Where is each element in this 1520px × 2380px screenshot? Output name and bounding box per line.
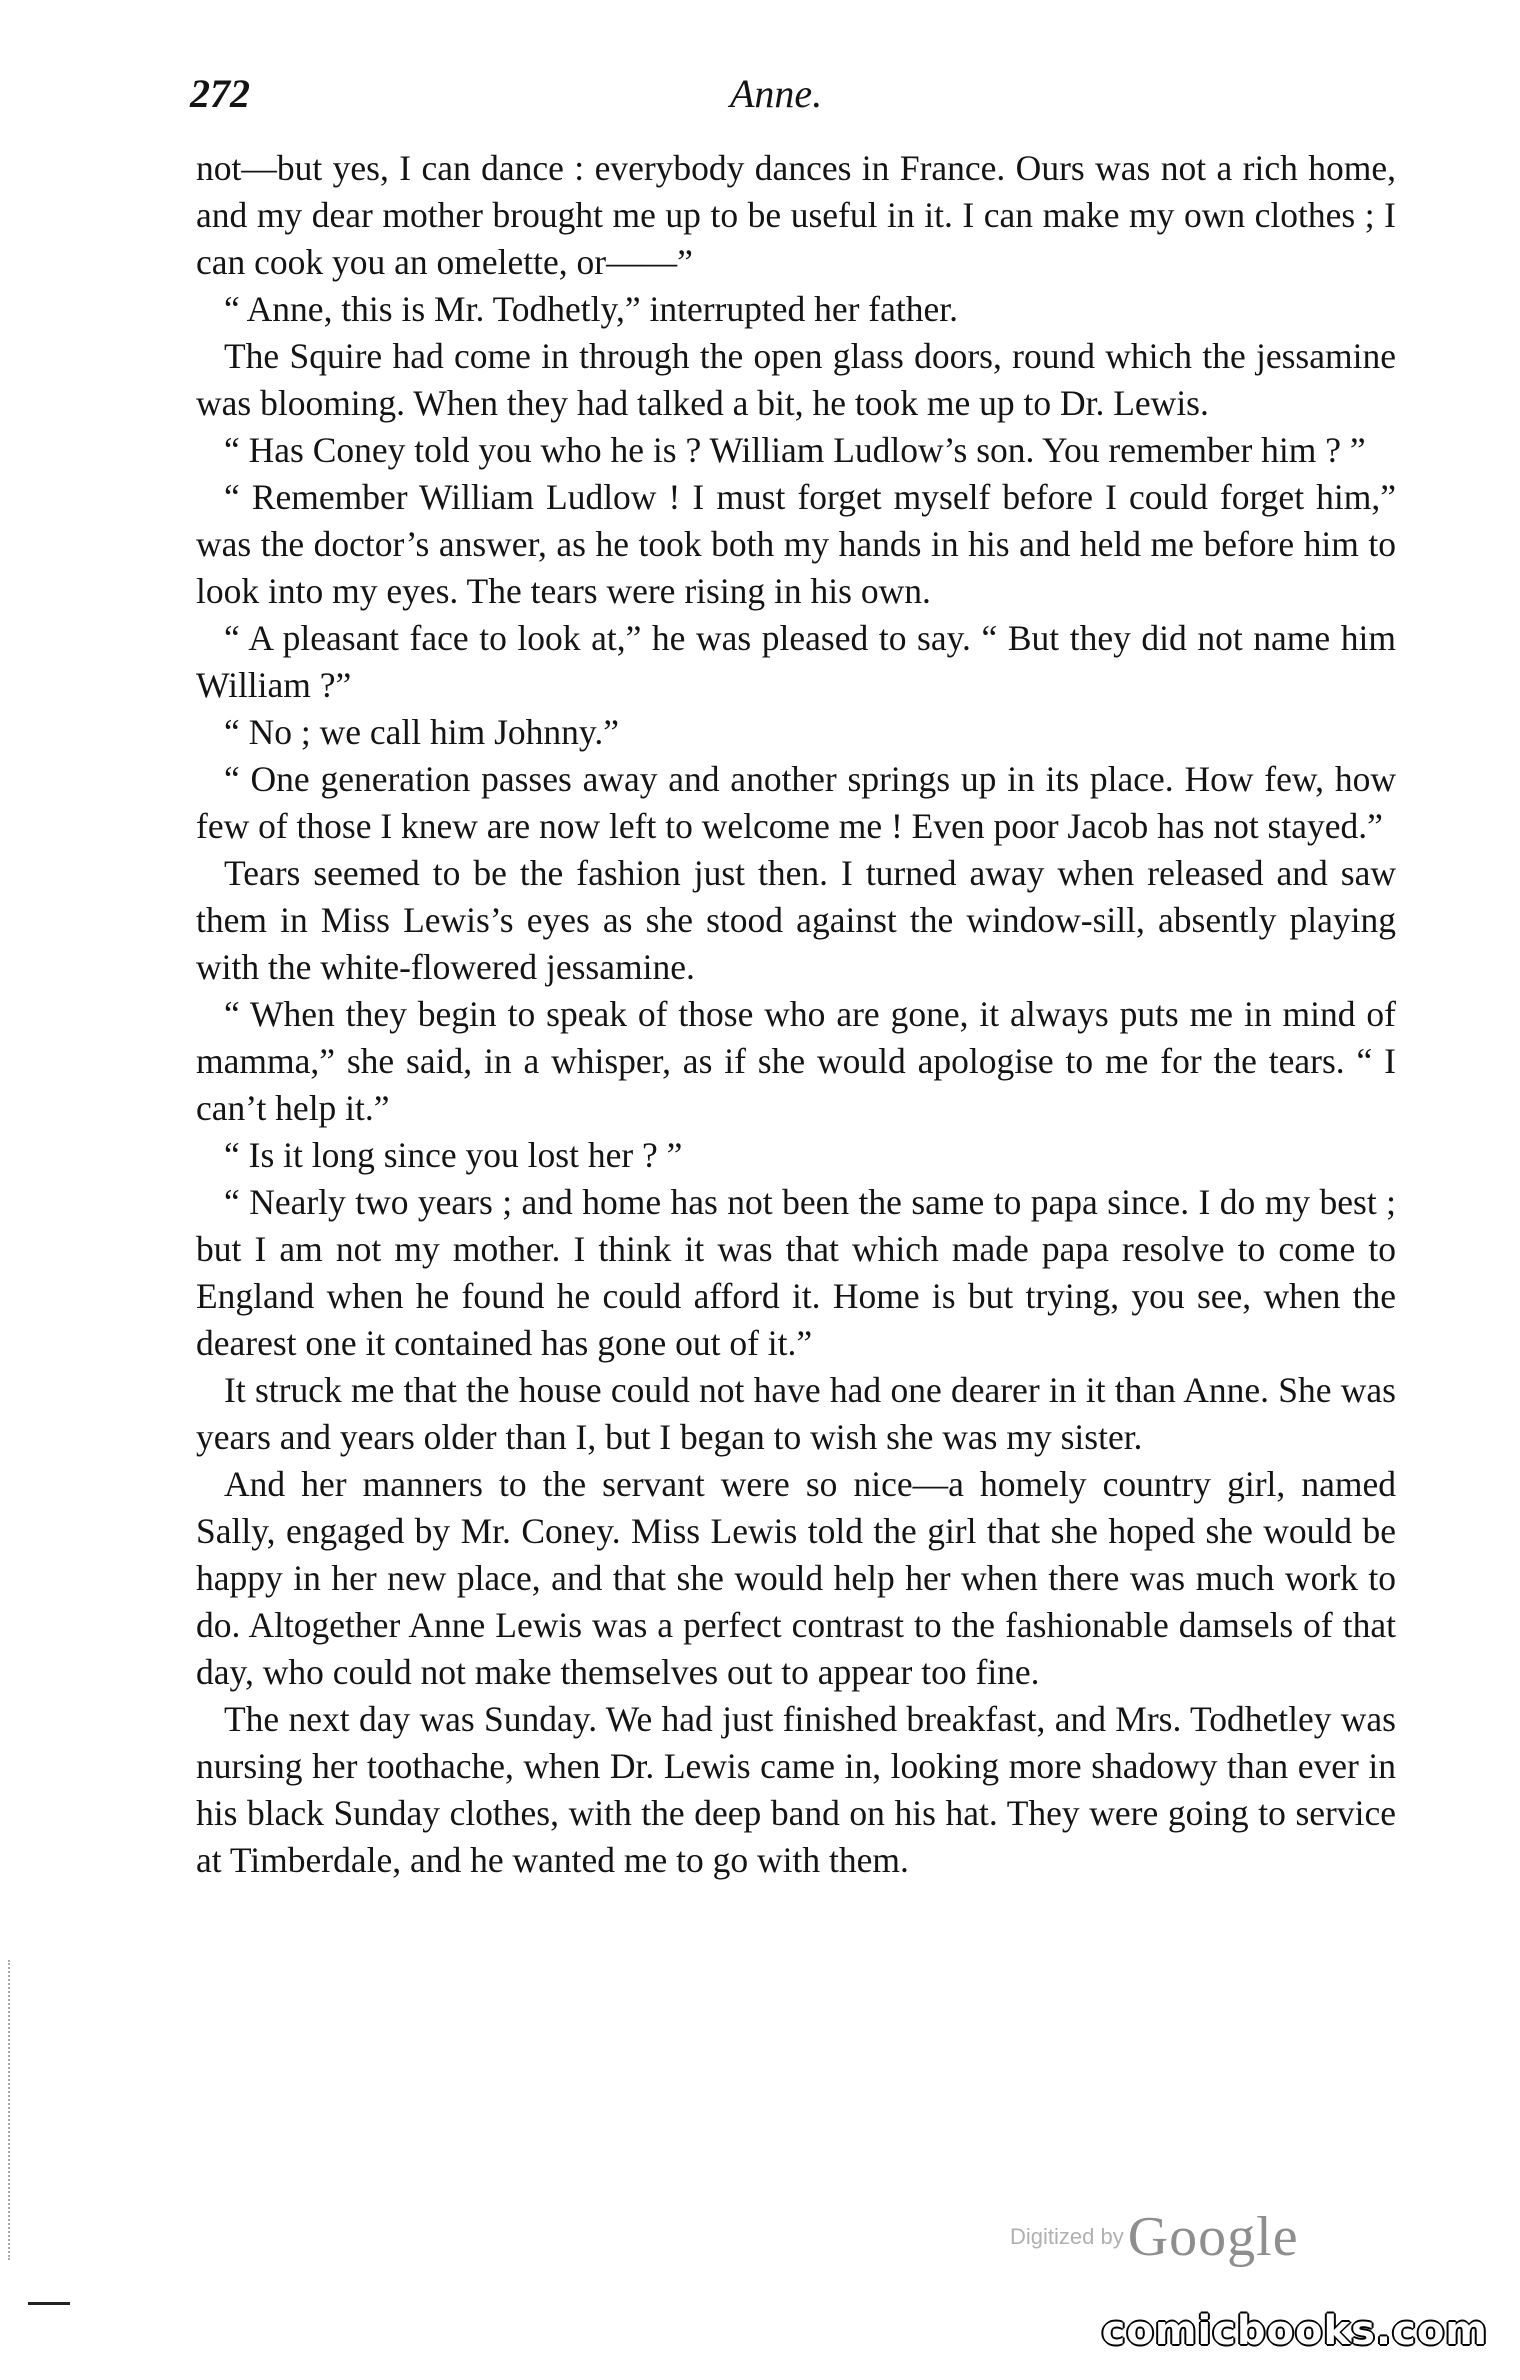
paragraph: “ Has Coney told you who he is ? William Ludlow’s son. You remember him ? ” [224,430,1366,470]
site-watermark: comicbooks.com [1101,2308,1488,2354]
google-logo: Google [1127,2206,1299,2268]
paragraph: The next day was Sunday. We had just finished breakfast, and Mrs. Todhetley was nursing her toothache, when Dr. Lewis came in, looking more shadowy than ever in his black Sunday clothes, with the deep band on his hat. They were going to service at Timberdale, and he wanted me to go with them. [196,1699,1396,1880]
paragraph: not—but yes, I can dance : everybody dances in France. Ours was not a rich home, and my dear mother brought me up to be useful in it. I can make my own clothes ; I can cook you an omelette, or——” [196,148,1396,282]
scan-margin-dash [28,2302,70,2305]
paragraph: “ Remember William Ludlow ! I must forget myself before I could forget him,” was the doctor’s answer, as he took both my hands in his and held me before him to look into my eyes. The tears were rising in his own. [196,477,1396,611]
paragraph: And her manners to the servant were so nice—a homely country girl, named Sally, engaged by Mr. Coney. Miss Lewis told the girl that she hoped she would be happy in her new place, and that she would help her when there was much work to do. Altogether Anne Lewis was a perfect contrast to the fashionable damsels of that day, who could not make themselves out to appear too fine. [196,1464,1396,1692]
google-watermark [1010,2205,1299,2268]
paragraph: The Squire had come in through the open glass doors, round which the jessamine was blooming. When they had talked a bit, he took me up to Dr. Lewis. [196,336,1396,423]
paragraph: It struck me that the house could not have had one dearer in it than Anne. She was years and years older than I, but I began to wish she was my sister. [196,1370,1396,1457]
running-head [190,70,1400,130]
paragraph: “ One generation passes away and another springs up in its place. How few, how few of those I knew are now left to welcome me ! Even poor Jacob has not stayed.” [196,759,1396,846]
paragraph: Tears seemed to be the fashion just then. I turned away when released and saw them in Miss Lewis’s eyes as she stood against the window-sill, absently playing with the white-flowered jessamine. [196,853,1396,987]
body-text [196,145,1396,1884]
digitized-by-label: Digitized by [1010,2224,1124,2249]
paragraph: “ Nearly two years ; and home has not been the same to papa since. I do my best ; but I am not my mother. I think it was that which made papa resolve to come to England when he found he could afford it. Home is but trying, you see, when the dearest one it contained has gone out of it.” [196,1182,1396,1363]
page-number: 272 [190,71,250,116]
paragraph: “ Is it long since you lost her ? ” [224,1135,683,1175]
paragraph: “ When they begin to speak of those who are gone, it always puts me in mind of mamma,” she said, in a whisper, as if she would apologise to me for the tears. “ I can’t help it.” [196,994,1396,1128]
scan-margin-marks [8,1960,12,2260]
paragraph: “ A pleasant face to look at,” he was pleased to say. “ But they did not name him William ?” [196,618,1396,705]
running-title: Anne. [730,71,823,116]
paragraph: “ Anne, this is Mr. Todhetly,” interrupted her father. [224,289,958,329]
paragraph: “ No ; we call him Johnny.” [224,712,620,752]
